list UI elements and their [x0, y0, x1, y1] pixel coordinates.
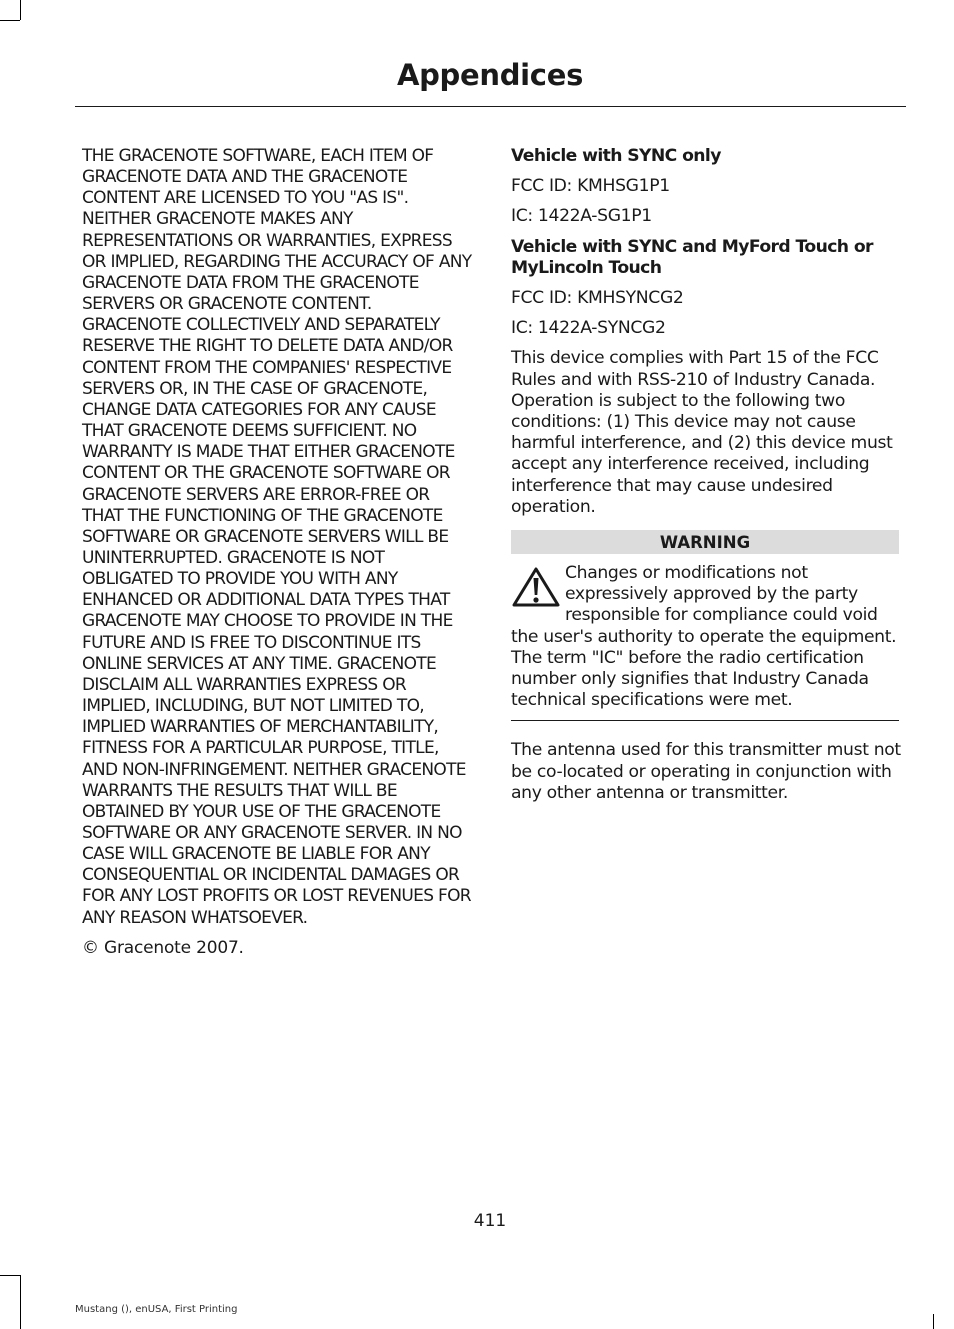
- page-number: 411: [473, 1211, 507, 1231]
- gracenote-disclaimer: THE GRACENOTE SOFTWARE, EACH ITEM OF GRACENOTE DATA AND THE GRACENOTE CONTENT ARE LICENSED TO YOU "AS IS". NEITHER GRACENOTE MAKES ANY REPRESENTATIONS OR WARRANTIES, EXPRESS OR IMPLIED, REGARDING THE ACCURACY OF ANY GRACENOTE DATA FROM THE GRACENOTE SERVERS OR GRACENOTE CONTENT. GRACENOTE COLLECTIVELY AND SEPARATELY RESERVE THE RIGHT TO DELETE DATA AND/OR CONTENT FROM THE COMPANIES' RESPECTIVE SERVERS OR, IN THE CASE OF GRACENOTE, CHANGE DATA CATEGORIES FOR ANY CAUSE THAT GRACENOTE DEEMS SUFFICIENT. NO WARRANTY IS MADE THAT EITHER GRACENOTE CONTENT OR THE GRACENOTE SOFTWARE OR GRACENOTE SERVERS ARE ERROR-FREE OR THAT THE FUNCTIONING OF THE GRACENOTE SOFTWARE OR GRACENOTE SERVERS WILL BE UNINTERRUPTED. GRACENOTE IS NOT OBLIGATED TO PROVIDE YOU WITH ANY ENHANCED OR ADDITIONAL DATA TYPES THAT GRACENOTE MAY CHOOSE TO PROVIDE IN THE FUTURE AND IS FREE TO DISCONTINUE ITS ONLINE SERVICES AT ANY TIME. GRACENOTE DISCLAIM ALL WARRANTIES EXPRESS OR IMPLIED, INCLUDING, BUT NOT LIMITED TO, IMPLIED WARRANTIES OF MERCHANTABILITY, FITNESS FOR A PARTICULAR PURPOSE, TITLE, AND NON-INFRINGEMENT. NEITHER GRACENOTE WARRANTS THE RESULTS THAT WILL BE OBTAINED BY YOUR USE OF THE GRACENOTE SOFTWARE OR ANY GRACENOTE SERVER. IN NO CASE WILL GRACENOTE BE LIABLE FOR ANY CONSEQUENTIAL OR INCIDENTAL DAMAGES OR FOR ANY LOST PROFITS OR LOST REVENUES FOR ANY REASON WHATSOEVER.: [82, 146, 472, 928]
- heading-sync-myford: Vehicle with SYNC and MyFord Touch or MyLincoln Touch: [511, 236, 873, 278]
- warning-text: Changes or modifications not expressively approved by the party responsible for compliance could void the user's authority to operate the equipment. The term "IC" before the radio certification number only signifies that Industry Canada technical specifications were met.: [511, 563, 897, 711]
- ic-sync: IC: 1422A-SG1P1: [511, 206, 652, 227]
- crop-mark: [20, 1275, 21, 1329]
- antenna-text: The antenna used for this transmitter must not be co-located or operating in conjunction with any other antenna or transmitter.: [511, 740, 901, 803]
- page-title: Appendices: [396, 58, 584, 92]
- crop-mark: [20, 0, 21, 20]
- warning-triangle-icon: [511, 566, 561, 608]
- crop-mark: [0, 20, 20, 21]
- crop-mark: [933, 1314, 934, 1329]
- header-rule: [75, 106, 906, 107]
- warning-rule: [511, 720, 899, 721]
- right-column: [511, 146, 901, 813]
- warning-header: WARNING: [511, 530, 899, 554]
- warning-box: [511, 563, 901, 711]
- footer-text: Mustang (), enUSA, First Printing: [75, 1304, 238, 1315]
- ic-myford: IC: 1422A-SYNCG2: [511, 318, 666, 339]
- fcc-id-sync: FCC ID: KMHSG1P1: [511, 176, 670, 197]
- copyright-text: © Gracenote 2007.: [82, 937, 244, 958]
- heading-sync-only: Vehicle with SYNC only: [511, 146, 721, 166]
- compliance-text: This device complies with Part 15 of the FCC Rules and with RSS-210 of Industry Canada. Operation is subject to the following two conditions: (1) This device may not cause harmful interference, and (2) this device must accept any interference received, including interference that may cause undesired operation.: [511, 348, 893, 517]
- left-column: [82, 146, 472, 959]
- crop-mark: [0, 1275, 20, 1276]
- fcc-id-myford: FCC ID: KMHSYNCG2: [511, 288, 684, 309]
